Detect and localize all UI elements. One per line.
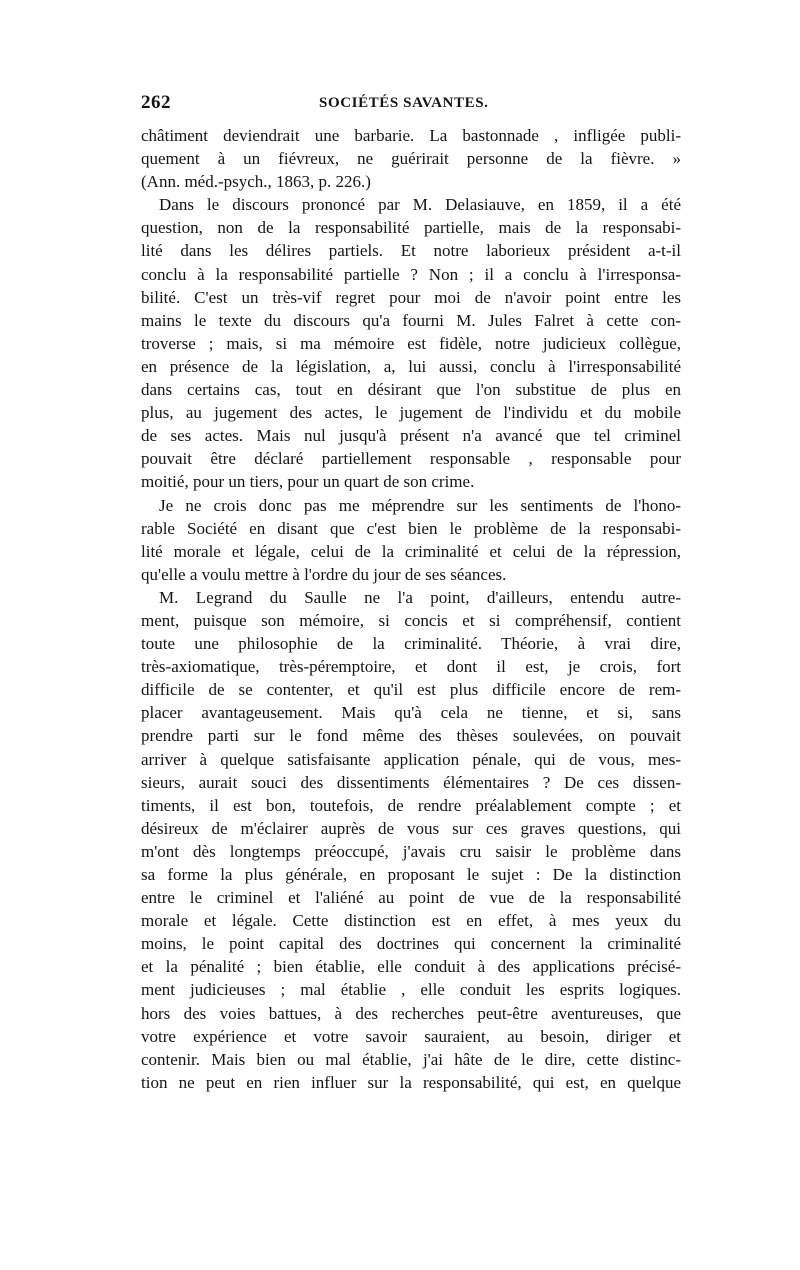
text-line: entre le criminel et l'aliéné au point de vue de la responsabilité: [141, 888, 681, 908]
text-line: prendre parti sur le fond même des thèses soulevées, on pouvait: [141, 726, 681, 746]
text-line: timents, il est bon, toutefois, de rendre préalablement compte ; et: [141, 795, 681, 815]
text-line: M. Legrand du Saulle ne l'a point, d'ailleurs, entendu autre-: [159, 587, 681, 607]
text-line: question, non de la responsabilité partielle, mais de la responsabi-: [141, 218, 681, 238]
text-line: plus, au jugement des actes, le jugement de l'individu et du mobile: [141, 403, 681, 423]
text-line: bilité. C'est un très-vif regret pour moi de n'avoir point entre les: [141, 287, 681, 307]
text-line: quement à un fiévreux, ne guérirait personne de la fièvre. »: [141, 149, 681, 169]
running-title: SOCIÉTÉS SAVANTES.: [319, 95, 489, 111]
text-line: sa forme la plus générale, en proposant le sujet : De la distinction: [141, 865, 681, 884]
text-line: difficile de se contenter, et qu'il est plus difficile encore de rem-: [141, 680, 681, 700]
page-number: 262: [141, 92, 171, 113]
text-line: lité morale et légale, celui de la criminalité et celui de la répression,: [141, 541, 681, 561]
text-line: moins, le point capital des doctrines qui concernent la criminalité: [141, 934, 681, 954]
text-line: mains le texte du discours qu'a fourni M. Jules Falret à cette con-: [141, 310, 681, 330]
text-line: désireux de m'éclairer auprès de vous sur ces graves questions, qui: [141, 818, 681, 838]
text-line: très-axiomatique, très-péremptoire, et dont il est, je crois, fort: [141, 657, 681, 677]
text-line: Dans le discours prononcé par M. Delasiauve, en 1859, il a été: [159, 195, 681, 215]
text-line: rable Société en disant que c'est bien le problème de la responsabi-: [141, 518, 681, 538]
text-line: moitié, pour un tiers, pour un quart de son crime.: [141, 472, 475, 492]
text-line: lité dans les délires partiels. Et notre laborieux président a-t-il: [141, 241, 681, 261]
text-line: troverse ; mais, si ma mémoire est fidèle, notre judicieux collègue,: [141, 333, 681, 353]
text-line: morale et légale. Cette distinction est en effet, à mes yeux du: [141, 911, 681, 931]
text-line: hors des voies battues, à des recherches peut-être aventureuses, que: [141, 1003, 681, 1023]
text-line: Je ne crois donc pas me méprendre sur les sentiments de l'hono-: [159, 495, 681, 515]
text-line: pouvait être déclaré partiellement responsable , responsable pour: [141, 449, 681, 469]
text-line: (Ann. méd.-psych., 1863, p. 226.): [141, 172, 371, 192]
text-line: m'ont dès longtemps préoccupé, j'avais cru saisir le problème dans: [141, 841, 681, 861]
text-line: en présence de la législation, a, lui aussi, conclu à l'irresponsabilité: [141, 356, 681, 376]
text-line: et la pénalité ; bien établie, elle conduit à des applications précisé-: [141, 957, 681, 977]
text-line: votre expérience et votre savoir sauraient, au besoin, diriger et: [141, 1026, 681, 1046]
text-line: toute une philosophie de la criminalité. Théorie, à vrai dire,: [141, 634, 681, 654]
text-line: qu'elle a voulu mettre à l'ordre du jour de ses séances.: [141, 564, 507, 584]
text-line: châtiment deviendrait une barbarie. La bastonnade , infligée publi-: [141, 126, 681, 145]
text-line: placer avantageusement. Mais qu'à cela ne tienne, et si, sans: [141, 703, 681, 723]
running-head: [141, 92, 681, 120]
text-line: dans certains cas, tout en désirant que l'on substitue de plus en: [141, 380, 681, 400]
text-line: conclu à la responsabilité partielle ? Non ; il a conclu à l'irresponsa-: [141, 264, 681, 284]
text-line: ment judicieuses ; mal établie , elle conduit les esprits logiques.: [141, 980, 681, 1000]
text-line: de ses actes. Mais nul jusqu'à présent n'a avancé que tel criminel: [141, 426, 681, 446]
text-line: contenir. Mais bien ou mal établie, j'ai hâte de le dire, cette distinc-: [141, 1049, 681, 1069]
text-line: ment, puisque son mémoire, si concis et si compréhensif, contient: [141, 610, 681, 630]
text-line: arriver à quelque satisfaisante application pénale, qui de vous, mes-: [141, 749, 681, 769]
text-line: sieurs, aurait souci des dissentiments élémentaires ? De ces dissen-: [141, 772, 681, 792]
text-line: tion ne peut en rien influer sur la responsabilité, qui est, en quelque: [141, 1072, 681, 1092]
body-text: [141, 124, 681, 1094]
